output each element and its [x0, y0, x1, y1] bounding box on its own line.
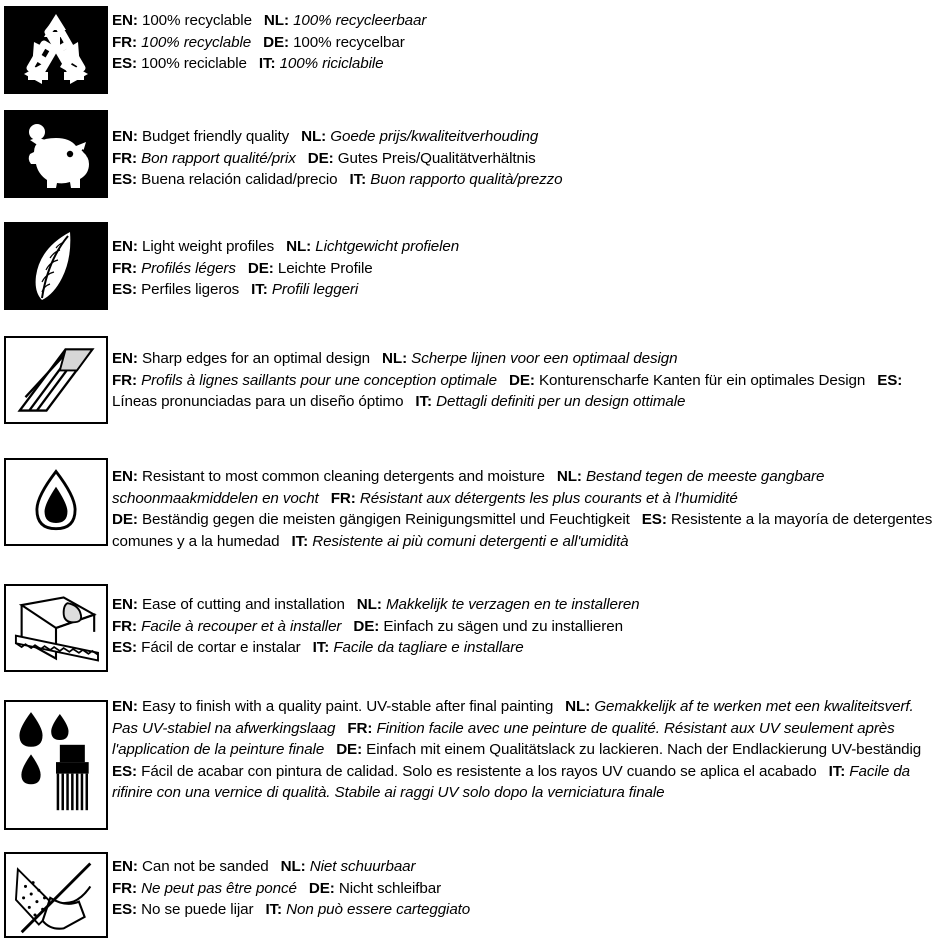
- feature-row: [0, 104, 940, 216]
- feature-text-es: Fácil de acabar con pintura de calidad. Solo es resistente a los rayos UV cuando se aplica el acabado: [141, 762, 817, 780]
- feature-text: [112, 584, 940, 659]
- feature-row: [0, 328, 940, 452]
- icon-cell: [0, 110, 112, 198]
- feature-text-fr: Ne peut pas être poncé: [141, 879, 297, 897]
- feature-paragraph: [112, 348, 936, 413]
- lang-label: DE:: [112, 511, 138, 529]
- feature-text-nl: Niet schuurbaar: [309, 858, 416, 875]
- lang-label: EN:: [112, 468, 138, 485]
- lang-label: EN:: [112, 858, 138, 875]
- lang-label: DE:: [247, 259, 274, 277]
- lang-label: IT:: [828, 762, 846, 780]
- lang-label: NL:: [301, 128, 327, 145]
- lang-label: NL:: [565, 698, 591, 715]
- feature-text-nl: Goede prijs/kwaliteitverhouding: [330, 128, 539, 145]
- lang-label: IT:: [265, 901, 283, 919]
- no-sanding-icon: [4, 852, 108, 938]
- icon-cell: [0, 222, 112, 310]
- feature-text-fr: Finition facile avec une peinture de qualité. Résistant aux UV seulement après l'application de la peinture finale: [112, 719, 895, 759]
- feature-line: [112, 594, 936, 616]
- feature-text: [112, 694, 940, 804]
- lang-label: FR:: [112, 149, 138, 167]
- lang-label: DE:: [263, 33, 289, 51]
- feature-text-es: Líneas pronunciadas para un diseño óptimo: [112, 393, 404, 411]
- lang-label: IT:: [415, 393, 432, 411]
- icon-cell: [0, 584, 112, 672]
- feature-paragraph: [112, 696, 936, 804]
- feature-text-nl: Scherpe lijnen voor een optimaal design: [411, 350, 678, 367]
- feature-text-en: 100% recyclable: [141, 12, 252, 29]
- lang-label: DE:: [508, 371, 535, 389]
- feature-text-en: Light weight profiles: [141, 238, 275, 255]
- water-drop-icon: [4, 458, 108, 546]
- lang-label: DE:: [307, 149, 334, 167]
- lang-label: ES:: [112, 639, 138, 657]
- feature-text-fr: Profils à lignes saillants pour une conception optimale: [141, 371, 497, 389]
- feature-text-es: Buena relación calidad/precio: [141, 171, 338, 189]
- feature-text-de: Leichte Profile: [277, 259, 373, 277]
- feature-text-it: Profili leggeri: [271, 281, 359, 299]
- lang-label: FR:: [347, 719, 373, 737]
- feature-text-nl: 100% recycleerbaar: [293, 12, 427, 29]
- lang-label: NL:: [286, 238, 312, 255]
- feature-line: [112, 10, 936, 32]
- lang-label: IT:: [291, 532, 309, 550]
- lang-label: EN:: [112, 238, 138, 255]
- feature-text-en: Can not be sanded: [141, 858, 269, 875]
- lang-label: ES:: [112, 171, 138, 189]
- feature-text-en: Sharp edges for an optimal design: [141, 350, 371, 367]
- lang-label: DE:: [353, 617, 380, 635]
- icon-cell: [0, 6, 112, 94]
- feature-text-de: Nicht schleifbar: [338, 879, 442, 897]
- feature-text-nl: Gemakkelijk af te werken met een kwaliteitsverf. Pas UV-stabiel na afwerkingslaag: [112, 698, 914, 737]
- feature-text-en: Ease of cutting and installation: [141, 596, 345, 613]
- lang-label: FR:: [112, 371, 138, 389]
- lang-label: ES:: [112, 901, 138, 919]
- feature-text-nl: Bestand tegen de meeste gangbare schoonmaakmiddelen en vocht: [112, 468, 825, 507]
- feature-text-de: Beständig gegen die meisten gängigen Reinigungsmittel und Feuchtigkeit: [141, 511, 630, 529]
- icon-cell: [0, 694, 112, 830]
- feature-row: [0, 216, 940, 328]
- lang-label: IT:: [258, 55, 276, 73]
- icon-cell: [0, 458, 112, 546]
- lang-label: FR:: [330, 489, 356, 507]
- feature-text-fr: 100% recyclable: [141, 33, 252, 51]
- feature-row: [0, 578, 940, 690]
- feature-row: [0, 452, 940, 578]
- feature-line: [112, 126, 936, 148]
- feature-text-it: Dettagli definiti per un design ottimale: [436, 393, 686, 411]
- lang-label: EN:: [112, 596, 138, 613]
- feature-text: [112, 6, 940, 75]
- feature-text-es: 100% reciclable: [141, 55, 247, 73]
- feather-icon: [4, 222, 108, 310]
- feature-text-fr: Résistant aux détergents les plus courants et à l'humidité: [359, 489, 738, 507]
- feature-line: [112, 53, 936, 75]
- icon-cell: [0, 336, 112, 424]
- lang-label: IT:: [349, 171, 367, 189]
- lang-label: ES:: [877, 371, 903, 389]
- lang-label: NL:: [280, 858, 306, 875]
- lang-label: ES:: [112, 281, 138, 299]
- lang-label: NL:: [382, 350, 408, 367]
- lang-label: ES:: [112, 55, 138, 73]
- feature-text: [112, 458, 940, 552]
- feature-line: [112, 32, 936, 54]
- feature-text-de: Einfach zu sägen und zu installieren: [383, 617, 623, 635]
- lang-label: ES:: [641, 511, 667, 529]
- feature-line: [112, 637, 936, 659]
- lang-label: IT:: [312, 639, 330, 657]
- lang-label: NL:: [263, 12, 289, 29]
- feature-line: [112, 856, 936, 878]
- lang-label: NL:: [356, 596, 382, 613]
- lang-label: FR:: [112, 33, 138, 51]
- feature-text-es: Perfiles ligeros: [141, 281, 240, 299]
- lang-label: EN:: [112, 128, 138, 145]
- feature-row: [0, 0, 940, 104]
- feature-text-it: 100% riciclabile: [279, 55, 384, 73]
- lang-label: FR:: [112, 879, 138, 897]
- feature-text-en: Budget friendly quality: [141, 128, 290, 145]
- feature-row: [0, 690, 940, 842]
- feature-text-nl: Lichtgewicht profielen: [315, 238, 460, 255]
- lang-label: EN:: [112, 12, 138, 29]
- icon-cell: [0, 846, 112, 938]
- feature-text-fr: Facile à recouper et à installer: [141, 617, 342, 635]
- feature-text-es: Fácil de cortar e instalar: [141, 639, 301, 657]
- lang-label: EN:: [112, 698, 138, 715]
- sharp-edge-profile-icon: [4, 336, 108, 424]
- feature-text-it: Facile da rifinire con una vernice di qualità. Stabile ai raggi UV solo dopo la verniciatura finale: [112, 762, 911, 802]
- feature-line: [112, 878, 936, 900]
- feature-text-en: Easy to finish with a quality paint. UV-stable after final painting: [141, 698, 554, 715]
- feature-text-it: Facile da tagliare e installare: [333, 639, 524, 657]
- feature-text: [112, 222, 940, 301]
- feature-line: [112, 616, 936, 638]
- lang-label: DE:: [336, 741, 363, 759]
- lang-label: IT:: [251, 281, 268, 299]
- feature-text-nl: Makkelijk te verzagen en te installeren: [385, 596, 640, 613]
- feature-text-es: No se puede lijar: [141, 901, 254, 919]
- feature-text-it: Resistente ai più comuni detergenti e all'umidità: [312, 532, 629, 550]
- feature-text-de: 100% recycelbar: [293, 33, 405, 51]
- feature-text: [112, 110, 940, 191]
- feature-line: [112, 169, 936, 191]
- recycle-icon: [4, 6, 108, 94]
- feature-paragraph: [112, 466, 936, 552]
- feature-text-en: Resistant to most common cleaning detergents and moisture: [141, 468, 545, 485]
- feature-line: [112, 236, 936, 258]
- paint-brush-drops-icon: [4, 700, 108, 830]
- feature-text-es: Resistente a la mayoría de detergentes comunes y a la humedad: [112, 511, 933, 550]
- feature-line: [112, 279, 936, 301]
- lang-label: DE:: [308, 879, 335, 897]
- lang-label: FR:: [112, 259, 138, 277]
- feature-text-it: Non può essere carteggiato: [286, 901, 471, 919]
- feature-text-de: Einfach mit einem Qualitätslack zu lackieren. Nach der Endlackierung UV-beständig: [366, 741, 922, 759]
- feature-row: [0, 842, 940, 938]
- feature-text-it: Buon rapporto qualità/prezzo: [370, 171, 563, 189]
- lang-label: EN:: [112, 350, 138, 367]
- lang-label: FR:: [112, 617, 138, 635]
- feature-text-fr: Profilés légers: [141, 259, 236, 277]
- saw-cutting-icon: [4, 584, 108, 672]
- feature-text: [112, 846, 940, 921]
- lang-label: ES:: [112, 762, 138, 780]
- feature-line: [112, 899, 936, 921]
- feature-text-de: Gutes Preis/Qualitätverhältnis: [337, 149, 536, 167]
- feature-text: [112, 336, 940, 413]
- feature-text-fr: Bon rapport qualité/prix: [141, 149, 296, 167]
- feature-text-de: Konturenscharfe Kanten für ein optimales Design: [538, 371, 866, 389]
- feature-line: [112, 258, 936, 280]
- piggy-bank-icon: [4, 110, 108, 198]
- lang-label: NL:: [556, 468, 582, 485]
- feature-line: [112, 148, 936, 170]
